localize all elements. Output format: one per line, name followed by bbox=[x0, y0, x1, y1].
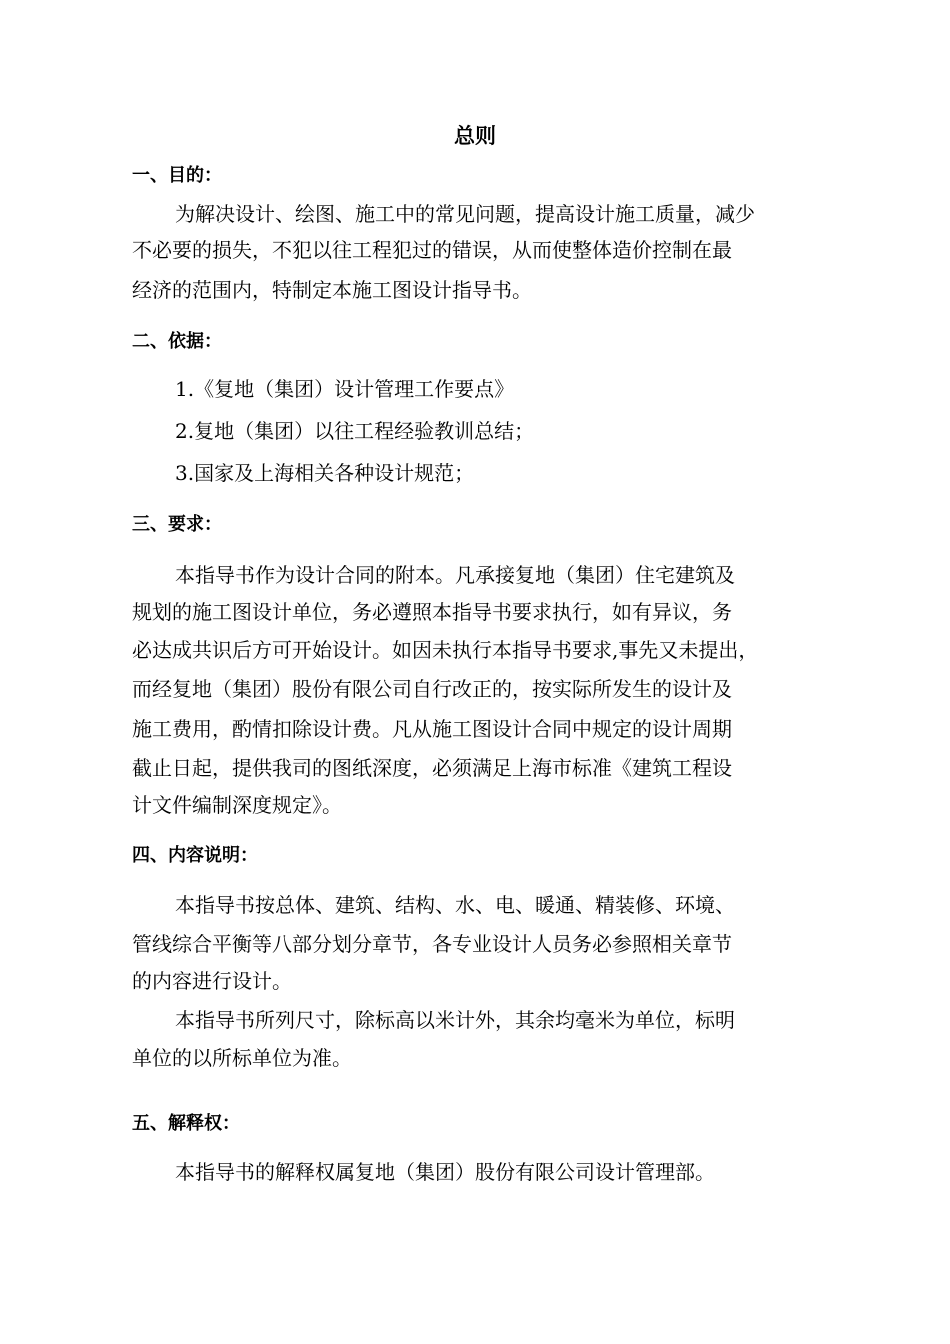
section-heading-interpretation-right: 五、解释权： bbox=[132, 1113, 240, 1134]
paragraph-line: 本指导书所列尺寸，除标高以米计外，其余均毫米为单位，标明 bbox=[175, 1008, 735, 1032]
list-item: 3.国家及上海相关各种设计规范； bbox=[175, 461, 475, 485]
paragraph-line: 施工费用，酌情扣除设计费。凡从施工图设计合同中规定的设计周期 bbox=[132, 717, 732, 741]
paragraph-line: 本指导书的解释权属复地（集团）股份有限公司设计管理部。 bbox=[175, 1160, 715, 1184]
paragraph-line: 为解决设计、绘图、施工中的常见问题，提高设计施工质量，减少 bbox=[175, 202, 755, 226]
paragraph-line: 计文件编制深度规定》。 bbox=[132, 793, 342, 817]
list-item: 1.《复地（集团）设计管理工作要点》 bbox=[175, 377, 515, 401]
section-heading-purpose: 一、目的： bbox=[132, 165, 222, 186]
document-title: 总则 bbox=[454, 124, 496, 148]
paragraph-line: 规划的施工图设计单位，务必遵照本指导书要求执行，如有异议，务 bbox=[132, 600, 732, 624]
paragraph-line: 必达成共识后方可开始设计。如因未执行本指导书要求,事先又未提出， bbox=[132, 638, 759, 662]
paragraph-line: 截止日起，提供我司的图纸深度，必须满足上海市标准《建筑工程设 bbox=[132, 756, 732, 780]
paragraph-line: 本指导书按总体、建筑、结构、水、电、暖通、精装修、环境、 bbox=[175, 893, 735, 917]
paragraph-line: 单位的以所标单位为准。 bbox=[132, 1046, 352, 1070]
paragraph-line: 管线综合平衡等八部分划分章节，各专业设计人员务必参照相关章节 bbox=[132, 932, 732, 956]
paragraph-line: 本指导书作为设计合同的附本。凡承接复地（集团）住宅建筑及 bbox=[175, 563, 735, 587]
list-item: 2.复地（集团）以往工程经验教训总结； bbox=[175, 419, 535, 443]
paragraph-line: 而经复地（集团）股份有限公司自行改正的，按实际所发生的设计及 bbox=[132, 677, 732, 701]
section-heading-basis: 二、依据： bbox=[132, 331, 222, 352]
section-heading-content-description: 四、内容说明： bbox=[132, 845, 258, 866]
paragraph-line: 经济的范围内，特制定本施工图设计指导书。 bbox=[132, 278, 532, 302]
paragraph-line: 的内容进行设计。 bbox=[132, 969, 292, 993]
section-heading-requirements: 三、要求： bbox=[132, 514, 222, 535]
paragraph-line: 不必要的损失，不犯以往工程犯过的错误，从而使整体造价控制在最 bbox=[132, 238, 732, 262]
